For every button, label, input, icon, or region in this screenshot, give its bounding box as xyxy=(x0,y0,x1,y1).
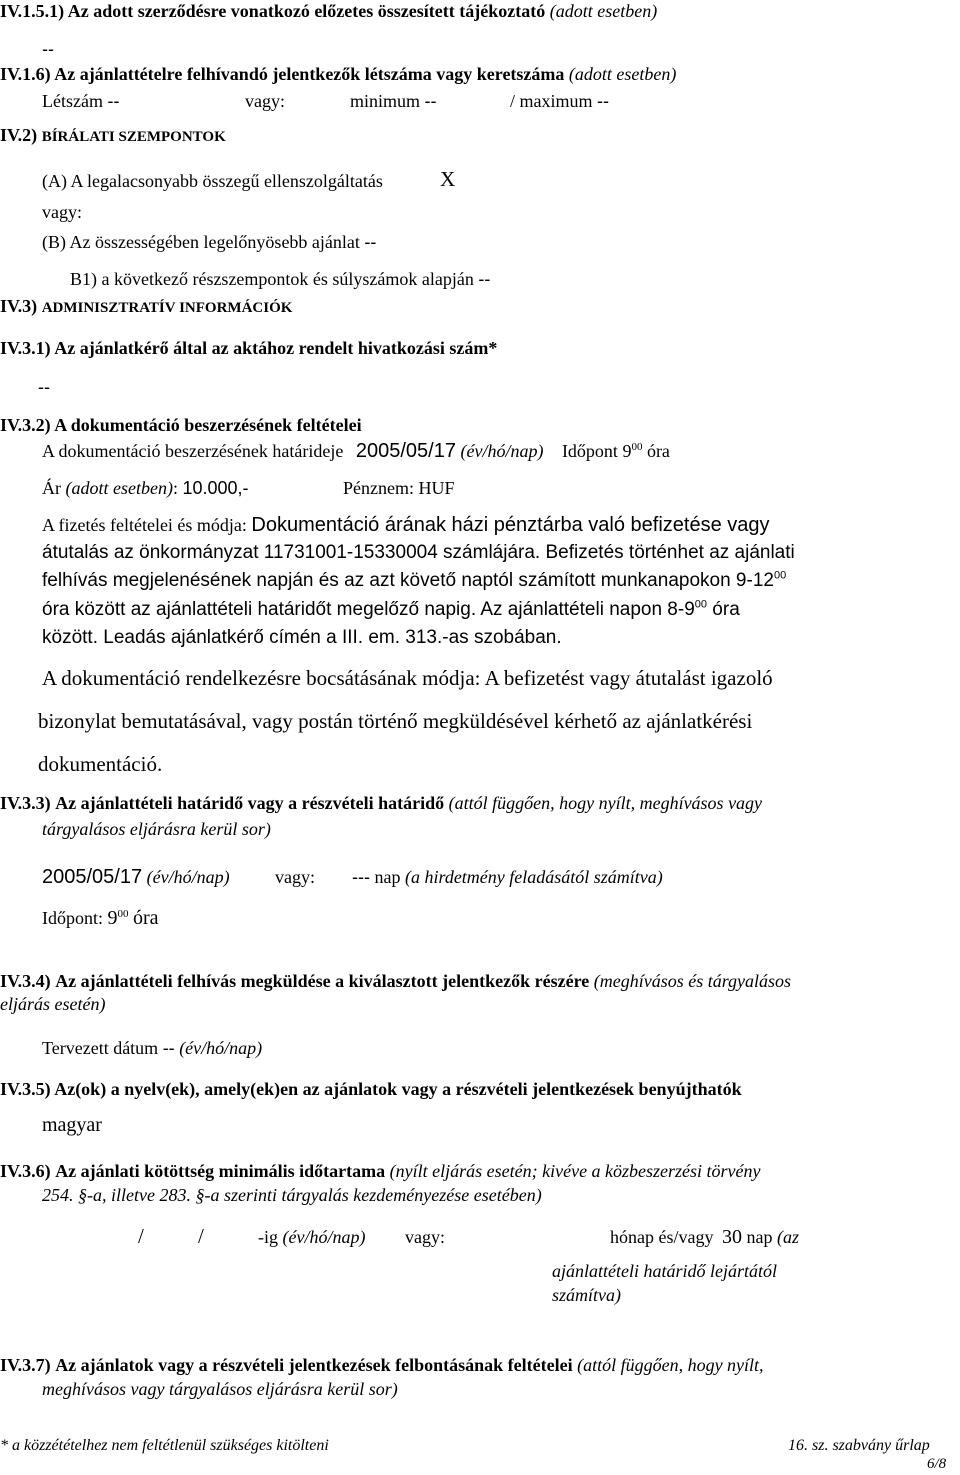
section-number: IV.3.1) xyxy=(0,338,51,358)
criterion-or: vagy: xyxy=(42,202,82,222)
footer-form-number: 16. sz. szabvány űrlap xyxy=(788,1437,930,1454)
maximum-row xyxy=(510,90,609,112)
section-iv-3-5-heading xyxy=(0,1078,742,1100)
maximum-value: -- xyxy=(597,91,610,111)
binding-days-value: 30 xyxy=(721,1226,742,1248)
minimum-label: minimum xyxy=(350,91,421,111)
criterion-b-value: -- xyxy=(364,232,377,252)
section-title: ADMINISZTRATÍV INFORMÁCIÓK xyxy=(41,300,293,316)
planned-date-value: -- xyxy=(162,1038,175,1058)
section-iv-1-6-heading xyxy=(0,63,676,85)
binding-until-label: -ig xyxy=(258,1227,278,1247)
section-note: (adott esetben) xyxy=(549,1,658,21)
binding-days-note-line-3: számítva) xyxy=(552,1285,621,1305)
headcount-row xyxy=(42,90,119,112)
section-iv-3-3-note: tárgyalásos eljárásra kerül sor) xyxy=(42,819,271,839)
minimum-value: -- xyxy=(424,91,437,111)
section-note: (attól függően, hogy nyílt, xyxy=(577,1355,764,1375)
section-iv-3-4-note: eljárás esetén) xyxy=(0,994,106,1014)
availability-line-2: bizonylat bemutatásával, vagy postán történő megküldésével kérhető az ajánlatkérési xyxy=(38,709,753,733)
section-number: IV.2) xyxy=(0,125,38,145)
section-number: IV.3.5) xyxy=(0,1079,51,1099)
headcount-value: -- xyxy=(107,91,120,111)
payment-text: átutalás az önkormányzat 11731001-15330004 számlájára. xyxy=(42,542,541,563)
currency-label: Pénznem: xyxy=(343,478,414,498)
section-iv-3-4-heading xyxy=(0,970,791,992)
section-title: A dokumentáció beszerzésének feltételei xyxy=(54,415,362,435)
doc-deadline-label: A dokumentáció beszerzésének határideje xyxy=(42,441,344,461)
deadline-days-label: nap xyxy=(374,867,401,887)
planned-date-row xyxy=(42,1037,262,1059)
section-title: Az ajánlatkérő által az aktához rendelt hivatkozási szám* xyxy=(54,338,498,358)
payment-time-sup: 00 xyxy=(773,569,787,582)
section-title: Az ajánlattételre felhívandó jelentkezők létszáma vagy keretszáma xyxy=(54,64,565,84)
binding-days-note-line-2: ajánlattételi határidő lejártától xyxy=(552,1261,777,1281)
payment-time-sup: 00 xyxy=(694,598,708,611)
section-title: Az ajánlatok vagy a részvételi jelentkezések felbontásának feltételei xyxy=(55,1355,573,1375)
availability-line-3: dokumentáció. xyxy=(38,752,163,776)
section-note: (meghívásos és tárgyalásos xyxy=(593,971,792,991)
binding-date-slash-2: / xyxy=(198,1224,204,1248)
currency-value: HUF xyxy=(418,478,455,498)
availability-text: A befizetést vagy átutalást igazoló xyxy=(484,666,773,690)
price-colon: : xyxy=(172,478,178,498)
criterion-b1-value: -- xyxy=(478,269,491,289)
section-title: Az ajánlattételi határidő vagy a részvételi határidő xyxy=(55,793,445,813)
section-iv-3-3-heading xyxy=(0,792,762,814)
min-max-separator: / xyxy=(510,91,516,111)
availability-line-1 xyxy=(42,665,773,691)
criterion-b1 xyxy=(70,268,490,290)
language-value: magyar xyxy=(42,1114,102,1136)
deadline-time-minutes: 00 xyxy=(117,908,129,920)
doc-time-minutes: 00 xyxy=(631,441,643,453)
payment-label: A fizetés feltételei és módja: xyxy=(42,515,247,535)
section-title: Az ajánlattételi felhívás megküldése a kiválasztott jelentkezők részére xyxy=(55,971,590,991)
payment-line-4 xyxy=(42,599,740,621)
criterion-a: (A) A legalacsonyabb összegű ellenszolgáltatás xyxy=(42,171,383,191)
binding-days-label: nap xyxy=(746,1227,773,1247)
footer-note: * a közzétételhez nem feltétlenül szükséges kitölteni xyxy=(0,1437,329,1454)
deadline-days-row xyxy=(352,866,663,888)
section-iv-3-7-note: meghívásos vagy tárgyalásos eljárásra kerül sor) xyxy=(42,1379,398,1399)
section-note: (attól függően, hogy nyílt, meghívásos vagy xyxy=(448,793,763,813)
payment-text: Befizetés történhet az ajánlati xyxy=(545,542,795,563)
section-iv-3-1-heading xyxy=(0,337,497,359)
price-row xyxy=(42,477,249,499)
footer-page-number: 6/8 xyxy=(927,1456,947,1472)
binding-until-row xyxy=(258,1226,365,1248)
section-iv-3-heading xyxy=(0,295,292,319)
criterion-a-checkmark: X xyxy=(440,167,456,191)
deadline-date-value: 2005/05/17 xyxy=(42,866,143,888)
section-note: (nyílt eljárás esetén; kivéve a közbeszerzési törvény xyxy=(389,1161,761,1181)
payment-line-3 xyxy=(42,570,786,592)
payment-line-1 xyxy=(42,512,770,538)
date-format-note: (év/hó/nap) xyxy=(282,1227,366,1247)
section-title: Az adott szerződésre vonatkozó előzetes összesített tájékoztató xyxy=(67,1,546,21)
planned-date-label: Tervezett dátum xyxy=(42,1038,159,1058)
doc-deadline-value: 2005/05/17 xyxy=(355,440,456,462)
section-number: IV.3.3) xyxy=(0,793,51,813)
price-note: (adott esetben) xyxy=(65,478,173,498)
doc-time-hour: 9 xyxy=(622,441,632,461)
deadline-time-unit: óra xyxy=(133,907,159,929)
section-title: Az(ok) a nyelv(ek), amely(ek)en az ajánlatok vagy a részvételi jelentkezések benyújthatók xyxy=(54,1079,742,1099)
section-number: IV.3.4) xyxy=(0,971,51,991)
section-title: Az ajánlati kötöttség minimális időtartama xyxy=(55,1161,386,1181)
deadline-or: vagy: xyxy=(275,867,315,887)
headcount-or: vagy: xyxy=(245,91,285,111)
payment-text: óra között az ajánlattételi határidőt megelőző napig. Az ajánlattételi napon 8-9 xyxy=(42,599,695,620)
deadline-time-label: Időpont: xyxy=(42,908,103,928)
section-iv-1-5-1-heading xyxy=(0,0,657,22)
section-iv-3-2-heading xyxy=(0,414,362,436)
binding-days-note: (az xyxy=(776,1227,799,1247)
doc-time-label: Időpont xyxy=(561,441,618,461)
date-format-note: (év/hó/nap) xyxy=(179,1038,263,1058)
binding-date-slash-1: / xyxy=(138,1224,144,1248)
availability-label: A dokumentáció rendelkezésre bocsátásának módja: xyxy=(42,666,481,690)
deadline-time-hour: 9 xyxy=(107,907,118,929)
section-iv-3-6-heading xyxy=(0,1160,761,1182)
doc-deadline-row xyxy=(42,440,670,462)
section-number: IV.3.2) xyxy=(0,415,51,435)
price-value: 10.000,- xyxy=(182,478,249,498)
criterion-b1-label: B1) a következő részszempontok és súlyszámok alapján xyxy=(70,269,474,289)
section-iv-3-6-note: 254. §-a, illetve 283. §-a szerinti tárgyalás kezdeményezése esetében) xyxy=(42,1185,542,1205)
headcount-label: Létszám xyxy=(42,91,103,111)
deadline-time-row xyxy=(42,907,159,929)
section-number: IV.3.7) xyxy=(0,1355,51,1375)
payment-line-2 xyxy=(42,542,795,564)
price-label: Ár xyxy=(42,478,61,498)
currency-row xyxy=(343,477,455,499)
minimum-row xyxy=(350,90,437,112)
criterion-b-label: (B) Az összességében legelőnyösebb ajánlat xyxy=(42,232,360,252)
iv-1-5-1-value: -- xyxy=(42,39,54,59)
binding-month-label: hónap és/vagy xyxy=(610,1227,714,1247)
payment-text: óra xyxy=(712,599,740,620)
section-number: IV.1.6) xyxy=(0,64,51,84)
payment-text: felhívás megjelenésének napján és az azt követő naptól számított munkanapokon 9-12 xyxy=(42,570,774,591)
doc-time-unit: óra xyxy=(646,441,670,461)
date-format-note: (év/hó/nap) xyxy=(146,867,230,887)
maximum-label: maximum xyxy=(519,91,593,111)
section-iv-3-7-heading xyxy=(0,1354,764,1376)
deadline-days-note: (a hirdetmény feladásától számítva) xyxy=(404,867,663,887)
section-iv-2-heading xyxy=(0,124,226,148)
section-note: (adott esetben) xyxy=(568,64,677,84)
section-title: BÍRÁLATI SZEMPONTOK xyxy=(41,129,226,145)
criterion-b xyxy=(42,231,376,253)
binding-period-row xyxy=(610,1226,799,1248)
binding-or: vagy: xyxy=(405,1227,445,1247)
section-number: IV.1.5.1) xyxy=(0,1,65,21)
payment-line-5: között. Leadás ajánlatkérő címén a III. em. 313.-as szobában. xyxy=(42,627,562,648)
section-number: IV.3) xyxy=(0,296,38,316)
section-number: IV.3.6) xyxy=(0,1161,51,1181)
payment-text: Dokumentáció árának házi pénztárba való befizetése vagy xyxy=(251,514,770,536)
deadline-days-value: --- xyxy=(352,867,370,887)
date-format-note: (év/hó/nap) xyxy=(460,441,544,461)
reference-number-value: -- xyxy=(38,377,50,397)
deadline-row xyxy=(42,866,230,888)
